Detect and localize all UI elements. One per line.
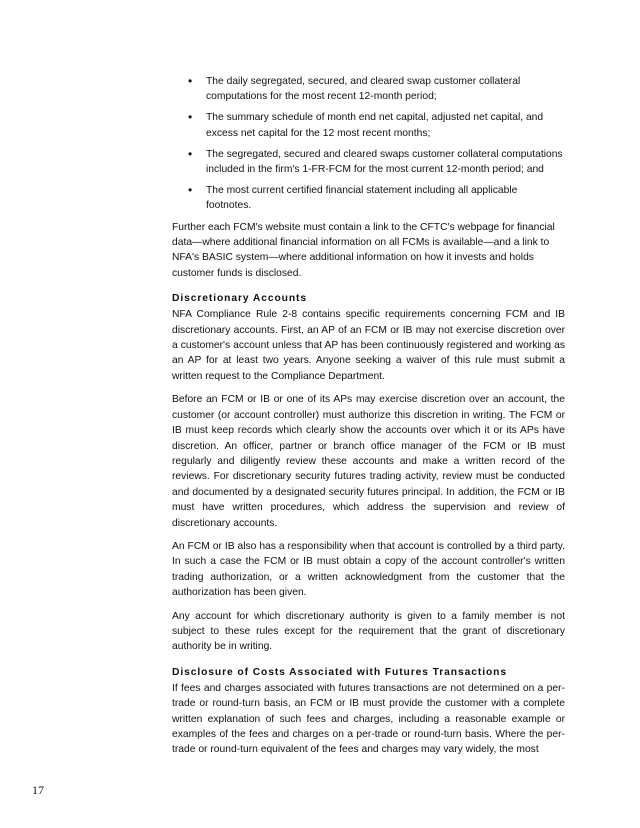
paragraph: Before an FCM or IB or one of its APs may exercise discretion over an account, the customer (or account controller) must authorize this discretion in writing. The FCM or IB must keep records which clearly show the accounts over which it or its APs have discretion. An officer, partner or branch office manager of the FCM or IB must regularly and diligently review these accounts and make a written record of the reviews. For discretionary security futures trading activity, review must be conducted and documented by a designated security futures principal. In addition, the FCM or IB must have written procedures, which address the supervision and review of discretionary accounts. xyxy=(172,394,565,529)
paragraph: An FCM or IB also has a responsibility when that account is controlled by a third party. In such a case the FCM or IB must obtain a copy of the account controller's written trading authorization, or a written acknowledgment from the customer that the authorization has been given. xyxy=(172,540,565,599)
list-item xyxy=(172,74,565,104)
list-item xyxy=(172,183,565,213)
intro-paragraph: Further each FCM's website must contain a link to the CFTC's webpage for financial data—where additional financial information on all FCMs is available—and a link to NFA's BASIC system—where additional information on how it invests and holds customer funds is disclosed. xyxy=(172,221,555,279)
bullet-text: The daily segregated, secured, and cleared swap customer collateral computations for the most recent 12-month period; xyxy=(206,76,521,103)
paragraph: NFA Compliance Rule 2-8 contains specific requirements concerning FCM and IB discretionary accounts. First, an AP of an FCM or IB may not exercise discretion over a customer's account unless that AP has been continuously registered and working as an AP for at least two years. Anyone seeking a waiver of this rule must submit a written request to the Compliance Department. xyxy=(172,309,565,382)
bullet-text: The segregated, secured and cleared swaps customer collateral computations included in the firm's 1-FR-FCM for the most current 12-month period; and xyxy=(206,148,563,176)
section-heading-disclosure-of-costs: Disclosure of Costs Associated with Futures Transactions xyxy=(172,666,507,678)
paragraph: If fees and charges associated with futures transactions are not determined on a per-trade or round-turn basis, an FCM or IB must provide the customer with a complete written explanation of such fees and charges, including a reasonable example or examples of the fees and charges on a per-trade or round-turn basis. Where the per-trade or round-turn equivalent of the fees and charges may vary widely, the most xyxy=(172,682,565,756)
bullet-icon: • xyxy=(188,146,193,161)
paragraph: Any account for which discretionary authority is given to a family member is not subject to these rules except for the requirement that the grant of discretionary authority be in writing. xyxy=(172,610,565,653)
bullet-icon: • xyxy=(188,74,193,88)
list-item xyxy=(172,110,565,140)
bullet-text: The most current certified financial statement including all applicable footnotes. xyxy=(206,185,518,212)
section-heading-discretionary-accounts: Discretionary Accounts xyxy=(172,293,308,305)
bullet-text: The summary schedule of month end net capital, adjusted net capital, and excess net capital for the 12 most recent months; xyxy=(206,112,544,139)
list-item xyxy=(172,147,565,177)
bullet-icon: • xyxy=(188,183,193,198)
bullet-icon: • xyxy=(188,110,193,125)
page-content xyxy=(172,74,565,766)
page-number: 17 xyxy=(32,783,44,797)
bullet-list xyxy=(172,74,565,214)
